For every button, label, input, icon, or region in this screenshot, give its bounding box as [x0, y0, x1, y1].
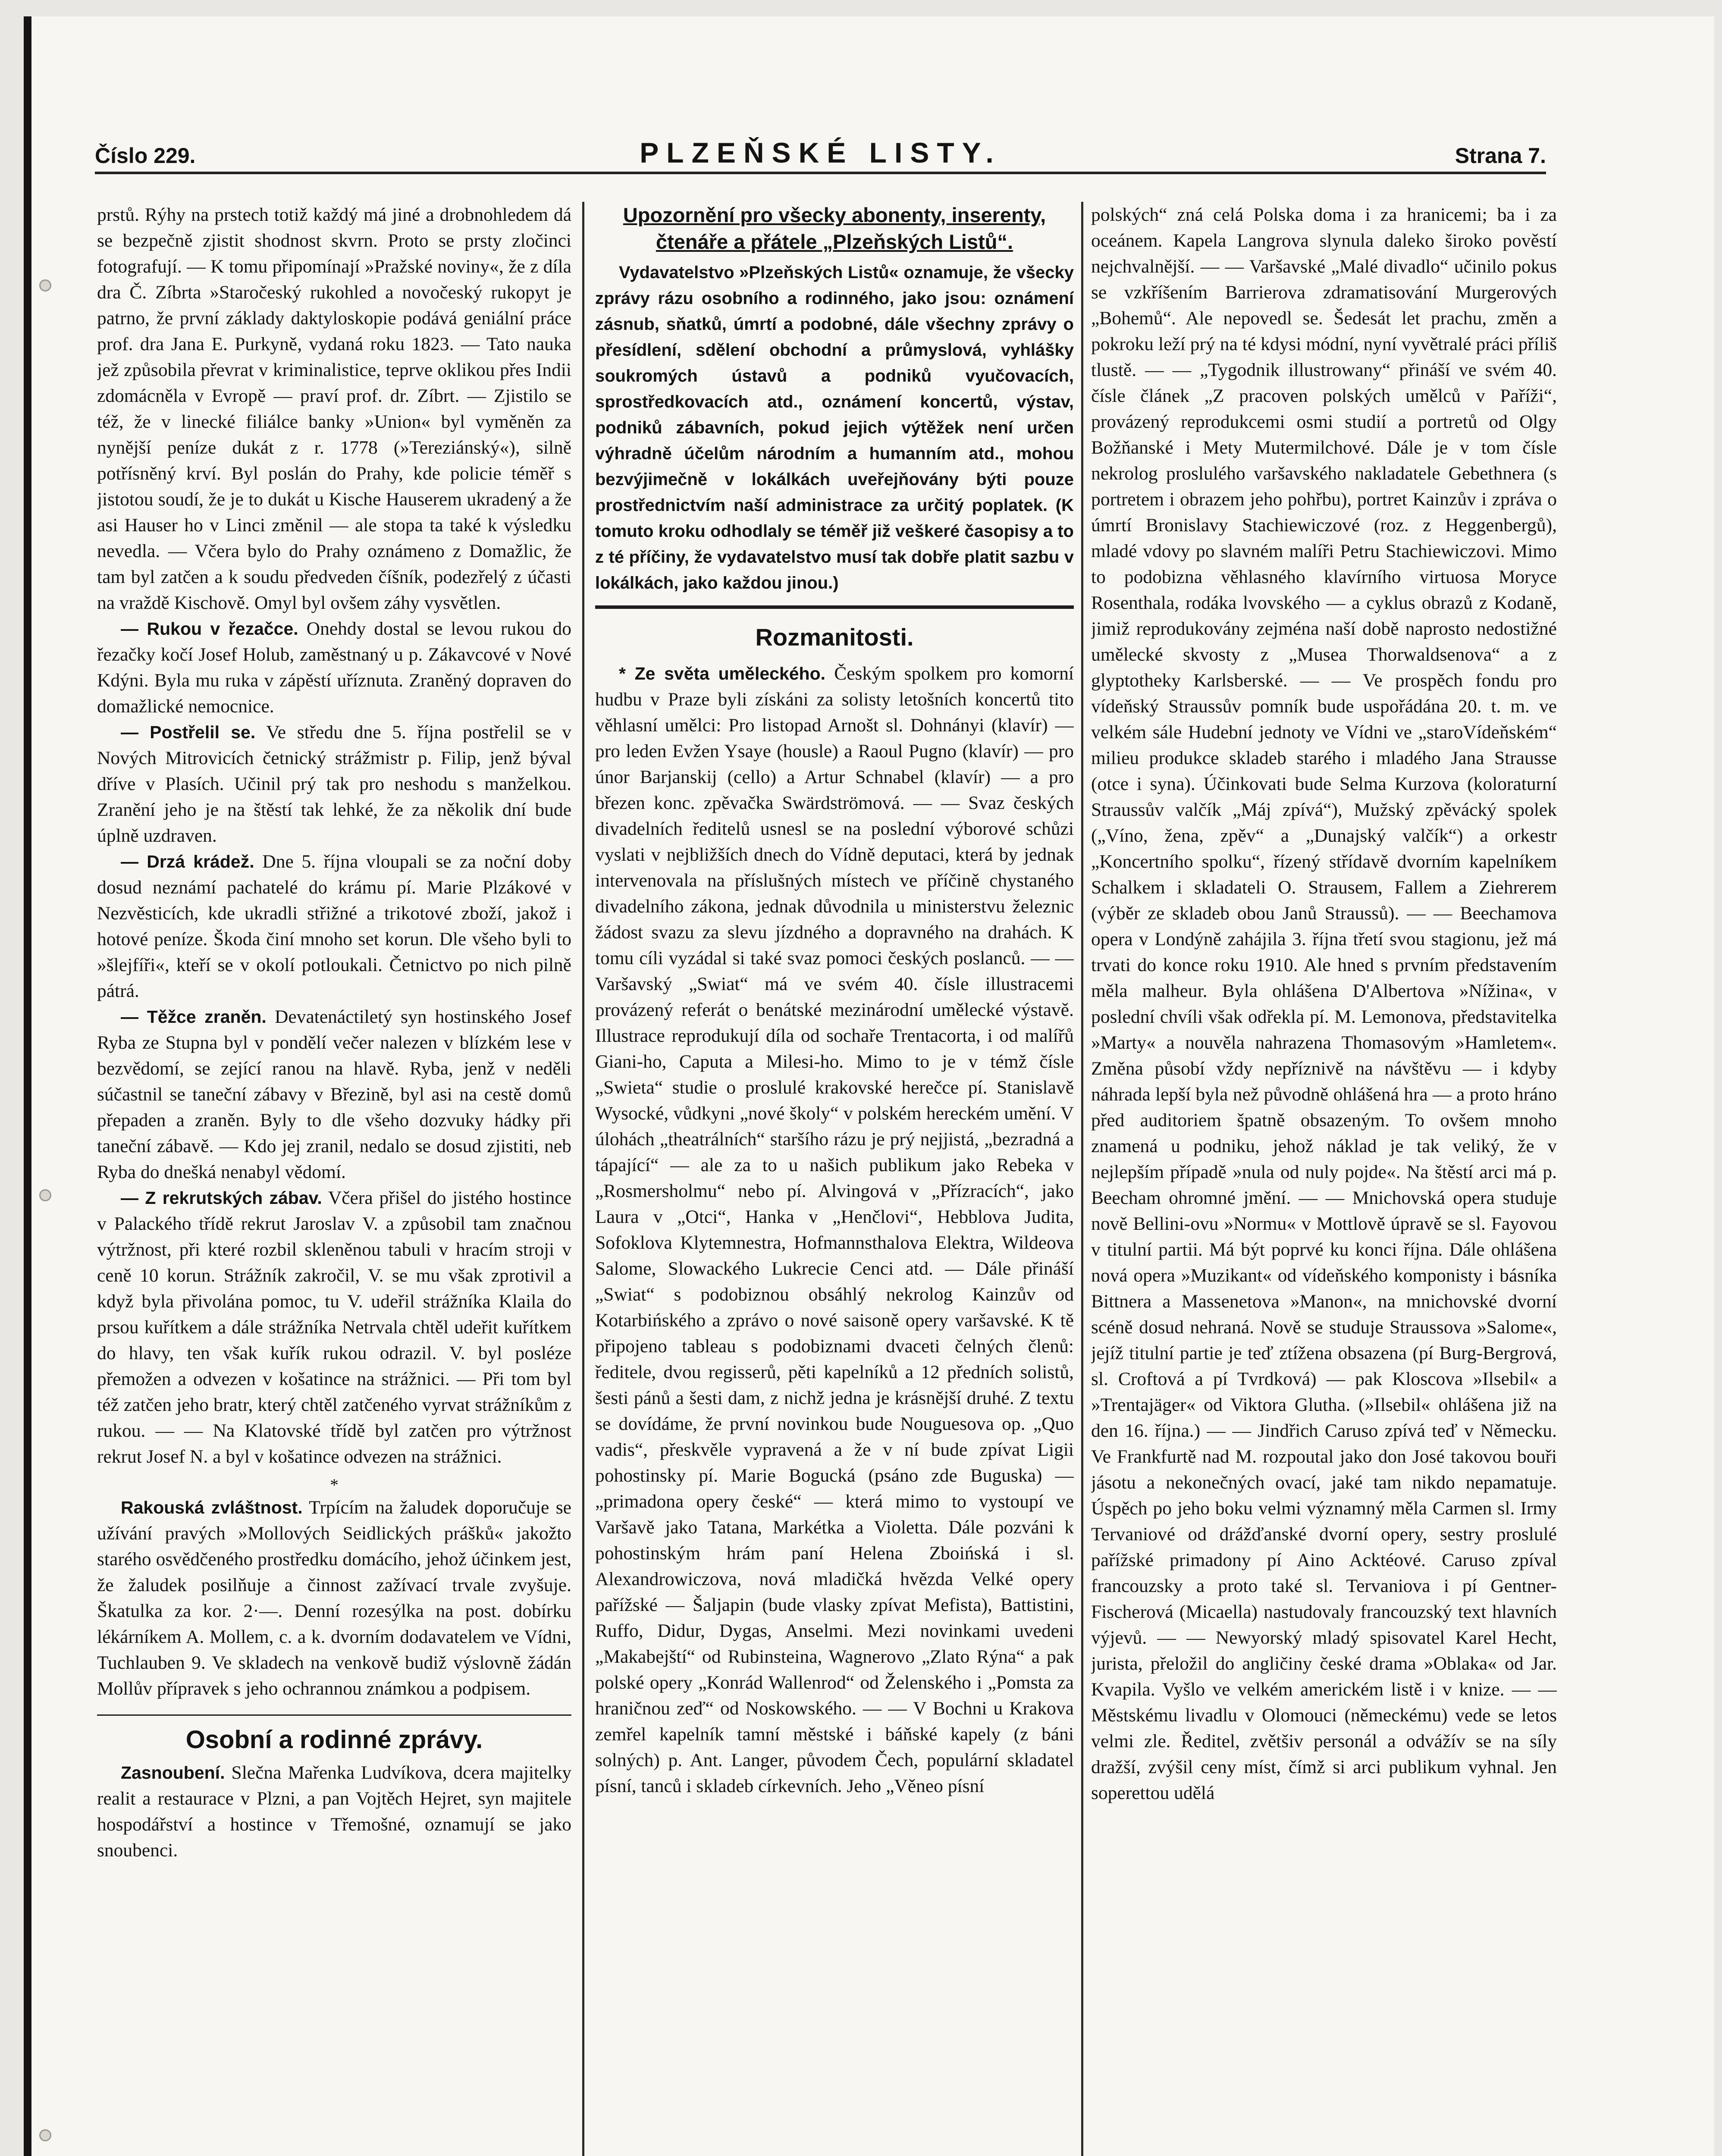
- news-text: Onehdy dostal se levou rukou do řezačky kočí Josef Holub, zaměstnaný u p. Zákavcové v Nové Kdýni. Byla mu ruka v zápěstí uříznuta. Zraněný dopraven do domažlické nemocnice.: [97, 618, 571, 717]
- issue-number: Číslo 229.: [95, 144, 196, 168]
- left-page-edge: [24, 16, 31, 2156]
- advert-headline: Rakouská zvláštnost.: [121, 1498, 303, 1517]
- newspaper-title: PLZEŇSKÉ LISTY.: [640, 137, 1001, 169]
- news-headline: — Rukou v řezačce.: [121, 619, 298, 639]
- news-headline: * Ze světa uměleckého.: [619, 664, 826, 683]
- column-2: [595, 202, 1074, 2156]
- news-item: [97, 719, 571, 849]
- binding-hole: [39, 2129, 51, 2141]
- news-headline: — Drzá krádež.: [121, 852, 254, 871]
- news-text: Včera přišel do jistého hostince v Palackého třídě rekrut Jaroslav V. a způsobil tam značnou výtržnost, při které rozbil skleněnou tabuli v hracím stroji v ceně 10 korun. Strážník zakročil, V. se mu však zprotivil a když byla přivolána pomoc, tu V. udeřil strážníka Klaila do prsou kuřítkem a dále strážníka Netrvala chtěl udeřit kuřítkem do hlavy, ten však kuřík rukou odrazil. V. byl posléze přemožen a odvezen v košatince na strážnici. — Při tom byl též zatčen jeho bratr, který chtěl zatčeného vyrvat strážníkům z rukou. — — Na Klatovské třídě byl zatčen pro výtržnost rekrut Josef N. a byl v košatince odvezen na strážnici.: [97, 1188, 571, 1467]
- news-headline: Zasnoubení.: [121, 1763, 225, 1783]
- news-item: [97, 1760, 571, 1863]
- notice-title: Upozornění pro všecky abonenty, inserenty, čtenáře a přátele „Plzeňských Listů“.: [623, 204, 1046, 253]
- notice-body: Vydavatelstvo »Plzeňských Listů« oznamuje, že všecky zprávy rázu osobního a rodinného, jako jsou: oznámení zásnub, sňatků, úmrtí a podobné, dále všechny zprávy o přesídlení, sdělení obchodní a průmyslová, vyhlášky soukromých ústavů a podniků vyučovacích, sprostředkovacích atd., oznámení koncertů, výstav, podniků zábavních, pokud jejich výtěžek není určen výhradně účelům národním a humanním atd., mohou bezvýjimečně v lokálkách uveřejňovány býti pouze prostřednictvím naší administrace za určitý poplatek. (K tomuto kroku odhodlaly se téměř již veškeré časopisy a to z té příčiny, že vydavatelstvo musí tak dobře platit sazbu v lokálkách, jako každou jinou.): [595, 263, 1074, 592]
- separator-star: *: [330, 1475, 339, 1495]
- news-text: Českým spolkem pro komorní hudbu v Praze byli získáni za solisty letošních koncertů tito věhlasní umělci: Pro listopad Arnošt sl. Dohnányi (klavír) — pro leden Evžen Ysaye (housle) a Raoul Pugno (klavír) — pro únor Barjanskij (cello) a Artur Schnabel (klavír) — a pro březen konc. zpěvačka Swärdströmová. — — Svaz českých divadelních ředitelů usnesl se na poslední výborové schůzi vyslati v nejbližších dnech do Vídně deputaci, která by jednak intervenovala na příslušných místech ve příčině chystaného divadelního zákona, jednak důvodnila u ministerstvu železnic žádost svazu za slevu jízdného a dopravného na drahách. K tomu cíli vyzádal si také svaz pomoci českých poslanců. — — Varšavský „Swiat“ má ve svém 40. čísle illustracemi provázený referát o benátské mezinárodní umělecké výstavě. Illustrace reprodukují díla od sochaře Trentacorta, i od malířů Giani-ho, Caputa a Milesi-ho. Mimo to je v témž čísle „Swieta“ studie o proslulé krakovské herečce pí. Stanislavě Wysocké, vůdkyni „nové školy“ v polském hereckém umění. V úlohách „theatrálních“ staršího rázu je prý nejjistá, „bezradná a tápající“ — ale za to u našich publikum jako Rebeka v „Rosmersholmu“ nebo pí. Alvingová v „Přízracích“, jako Laura v „Otci“, Hanka v „Henčlovi“, Hebblova Judita, Sofoklova Klytemnestra, Hofmannsthalova Elektra, Wildeova Salome, Slowackého Lukrecie Cenci atd. — Dále přináší „Swiat“ s podobiznou obsáhlý nekrolog Kainzův od Kotarbińského a zprávo o nové saisoně opery varšavské. K tě připojeno tableau s podobiznami dvaceti čelných členů: ředitele, dvou regisserů, pěti kapelníků a 12 předních solistů, šesti pánů a šesti dam, z nichž jedna je krásnější druhé. Z textu se dovídáme, že první novinkou bude Nouguesova op. „Quo vadis“, přeskvěle vypravená a že v ní bude zpívat Ligii pohostinsky pí. Marie Bogucká (psáno zde Buguska) — „primadona opery české“ — která mimo to vystoupí ve Varšavě jako Tatana, Markétka a Violetta. Dále pozváni k pohostinským hrám paní Helena Zboińská i sl. Alexandrowiczova, nová mladičká hvězda Velké opery pařížské — Šaljapin (bude vlasky zpívat Mefista), Battistini, Ruffo, Didur, Dygas, Anselmi. Mezi novinkami uvedeni „Makabejští“ od Rubinsteina, Wagnerovo „Zlato Rýna“ a pak polské opery „Konrád Wallenrod“ od Želenského i „Pomsta za hraničnou zeď“ od Noskowského. — — V Bochni u Krakova zemřel kapelník tamní městské i báňské kapely (z báni solných) p. Ant. Langer, původem Čech, populární skladatel písní, tanců i skladeb církevních. Jeho „Věneo písní: [595, 663, 1074, 1796]
- news-text: Dne 5. října vloupali se za noční doby dosud neznámí pachatelé do krámu pí. Marie Plzákové v Nezvěsticích, kde ukradli střižné a trikotové zboží, jakož i hotové peníze. Škoda činí mnoho set korun. Dle všeho byli to »šlejfíři«, kteří se v okolí potloukali. Četnictvo po nich pilně pátrá.: [97, 851, 571, 1001]
- news-text: Ve středu dne 5. října postřelil se v Nových Mitrovicích četnický strážmistr p. Filip, jenž býval dříve v Plasích. Učinil prý tak pro neshodu s manželkou. Zranění jeho je na štěstí tak lehké, že za několik dní bude úplně uzdraven.: [97, 722, 571, 846]
- section-divider: [97, 1714, 571, 1716]
- news-item: [595, 661, 1074, 1799]
- column-rule: [582, 202, 584, 2156]
- article-continuation: polských“ zná celá Polska doma i za hranicemi; ba i za oceánem. Kapela Langrova slynula daleko široko pověstí nejchvalnější. — — Varšavské „Malé divadlo“ učinilo pokus se vzkříšením Barrierova zdramatisování Murgerových „Bohemů“. Ale nepovedl se. Šedesát let prachu, změn a pokroku leží prý na té kdysi módní, nyní vyvětralé práci příliš tlustě. — — „Tygodnik illustrowany“ přináší ve svém 40. čísle článek „Z pracoven polských umělců v Paříži“, provázený reprodukcemi osmi studií a portretů od Olgy Božňanské i Mety Mutermilchové. Dále je v tom čísle nekrolog proslulého varšavského nakladatele Gebethnera (s portretem i obrazem jeho pohřbu), portret Kainzův i zpráva o úmrtí Bronislavy Stachiewiczové (roz. z Heggenbergů), mladé vdovy po slavném malíři Petru Stachiewiczovi. Mimo to podobizna věhlasného klavírního virtuosa Moryce Rosenthala, rodáka lvovského — a cyklus obrazů z Kodaně, jimiž reprodukovány zejména naší době naprosto nedostižné umělecké skvosty z „Musea Thorwaldsenova“ a z glyptotheky Karlsberské. — — Ve prospěch fondu pro vídeňský Straussův pomník bude uspořádána 20. t. m. ve velkém sále Hudební jednoty ve Vídni ve „staroVídeňském“ milieu produkce skladeb starého i mladého Jana Strausse (otce i syna). Účinkovati bude Selma Kurzova (koloraturní Straussův valčík „Máj zpívá“), Mužský zpěvácký spolek („Víno, žena, zpěv“ a „Dunajský valčík“) a orkestr „Koncertního spolku“, řízený střídavě dvorním kapelníkem Schalkem i skladateli O. Strausem, Fallem a Ziehrerem (výběr ze skladeb obou Janů Straussů). — — Beechamova opera v Londýně zahájila 3. října třetí svou stagionu, jež má trvati do konce roku 1910. Ale hned s prvním představením měla malheur. Byla ohlášena D'Albertova »Nížina«, v poslední chvíli však odřekla pí. M. Lemonova, představitelka »Marty« a nouvěla nahrazena Thomasovým »Hamletem«. Změna působí vždy nepříznivě na návštěvu — i kdyby náhrada lepší byla než původně ohlášená hra — a proto hráno před auditoriem špatně obsazeným. To ovšem mnoho znamená u podniku, jehož náklad je tak veliký, že v nejlepším případě »nula od nuly pojde«. Na štěstí arci má p. Beecham ohromné jmění. — — Mnichovská opera studuje nově Bellini-ovu »Normu« v Mottlově úpravě se sl. Fayovou v titulní partii. Má být poprvé ku konci října. Dále ohlášena nová opera »Muzikant« od vídeňského komponisty i básníka Bittnera a Massenetova »Manon«, na mnichovské dvorní scéně dosud nehraná. Nově se studuje Straussova »Salome«, jejíž titulní partie je teď ztížena obsazena (pí Burg-Bergrová, sl. Croftová a pí Tvrdková) — pak Kloscova »Ilsebil« a »Trentajäger« od Viktora Glutha. (»Ilsebil« ohlášena již na den 16. října.) — — Jindřich Caruso zpívá teď v Německu. Ve Frankfurtě nad M. rozpoutal jako don José takovou bouři jásotu a nekonečných ovací, jaké tam nikdo nepamatuje. Úspěch po jeho boku velmi významný měla Carmen sl. Irmy Tervaniové od drážďanské dvorní opery, sestry proslulé pařížské primadony pí Aino Acktéové. Caruso zpíval francouzsky a proto také sl. Tervaniova i pí Gentner-Fischerová (Micaella) nastudovaly francouzský text hlavních výjevů. — — Newyorský mladý spisovatel Karel Hecht, jurista, přeložil do angličiny české drama »Oblaka« od Jar. Kvapila. Vyšlo ve velkém americkém listě i v knize. — — Městskému livadlu v Olomouci (německému) vede se letos velmi zle. Ředitel, zvětšiv personál a odvážív se na síly dražší, zvýšil ceny míst, čímž si arci publikum vyhnal. Jen soperettou udělá: [1091, 204, 1557, 1803]
- page-header: [95, 133, 1546, 174]
- column-rule: [1081, 202, 1083, 2156]
- section-divider: [595, 605, 1074, 609]
- news-item: [97, 849, 571, 1004]
- news-text: Slečna Mařenka Ludvíkova, dcera majitelky realit a restaurace v Plzni, a pan Vojtěch Hejret, syn majitele hospodářství a hostince v Třemošné, oznamují se jako snoubenci.: [97, 1762, 571, 1861]
- news-item: [97, 1004, 571, 1185]
- column-3: [1091, 202, 1557, 2156]
- advert-text: Trpícím na žaludek doporučuje se užívání pravých »Mollových Seidlických prášků« jakožto starého osvědčeného prostředku domácího, jehož účinkem jest, že žaludek posilňuje a činnost zažívací trvale zvyšuje. Škatulka za kor. 2·—. Denní rozesýlka na post. dobírku lékárníkem A. Mollem, c. a k. dvorním dodavatelem ve Vídni, Tuchlauben 9. Ve skladech na venkově budiž výslovně žádán Mollův přípravek s jeho ochrannou známkou a podpisem.: [97, 1497, 571, 1699]
- page-number: Strana 7.: [1455, 144, 1546, 168]
- section-heading-rozmanitosti: Rozmanitosti.: [755, 624, 914, 651]
- advert-item: [97, 1495, 571, 1702]
- section-heading-personal: Osobní a rodinné zprávy.: [185, 1726, 483, 1754]
- news-item: [97, 1185, 571, 1470]
- binding-hole: [39, 1189, 51, 1201]
- binding-hole: [39, 279, 51, 291]
- news-headline: — Těžce zraněn.: [121, 1007, 267, 1027]
- news-headline: — Z rekrutských zábav.: [121, 1188, 322, 1208]
- article-continuation: prstů. Rýhy na prstech totiž každý má jiné a drobnohledem dá se bezpečně zjistit shodnost skvrn. Proto se prsty zločinci fotografují. — K tomu připomínají »Pražské noviny«, že z díla dra Č. Zíbrta »Staročeský rukohled a novočeský rukopyt je patrno, že první základy daktyloskopie podává geniální práce prof. dra Jana E. Purkyně, vydaná roku 1823. — Tato nauka jež způsobila převrat v kriminalistice, teprve oklikou přes Indii zdomácněla v Evropě — praví prof. dr. Zíbrt. — Zjistilo se též, že v linecké filiálce banky »Union« byl vyměněn za nynější peníze dukát z r. 1778 (»Tereziánský«), silně potřísněný krví. Byl poslán do Prahy, kde policie téměř s jistotou soudí, že je to dukát u Kische Hauserem ukradený a že asi Hauser ho v Linci změnil — ale stopa ta také k výsledku nevedla. — Včera bylo do Prahy oznámeno z Domažlic, že tam byl zatčen a k soudu předveden číšník, podezřelý z účasti na vraždě Kischově. Omyl byl ovšem záhy vysvětlen.: [97, 204, 571, 613]
- news-headline: — Postřelil se.: [121, 722, 256, 742]
- news-text: Devatenáctiletý syn hostinského Josef Ryba ze Stupna byl v pondělí večer nalezen v blízkém lese v bezvědomí, se zející ranou na hlavě. Ryba, jenž v neděli súčastnil se taneční zábavy v Březině, byl asi na cestě domů přepaden a zraněn. Byly to dle všeho dozvuky hádky při taneční zábavě. — Kdo jej zranil, nedalo se dosud zjistiti, neb Ryba do dnešká nenabyl vědomí.: [97, 1006, 571, 1182]
- column-1: [97, 202, 571, 2156]
- newspaper-page: [24, 16, 1714, 2156]
- news-item: [97, 616, 571, 719]
